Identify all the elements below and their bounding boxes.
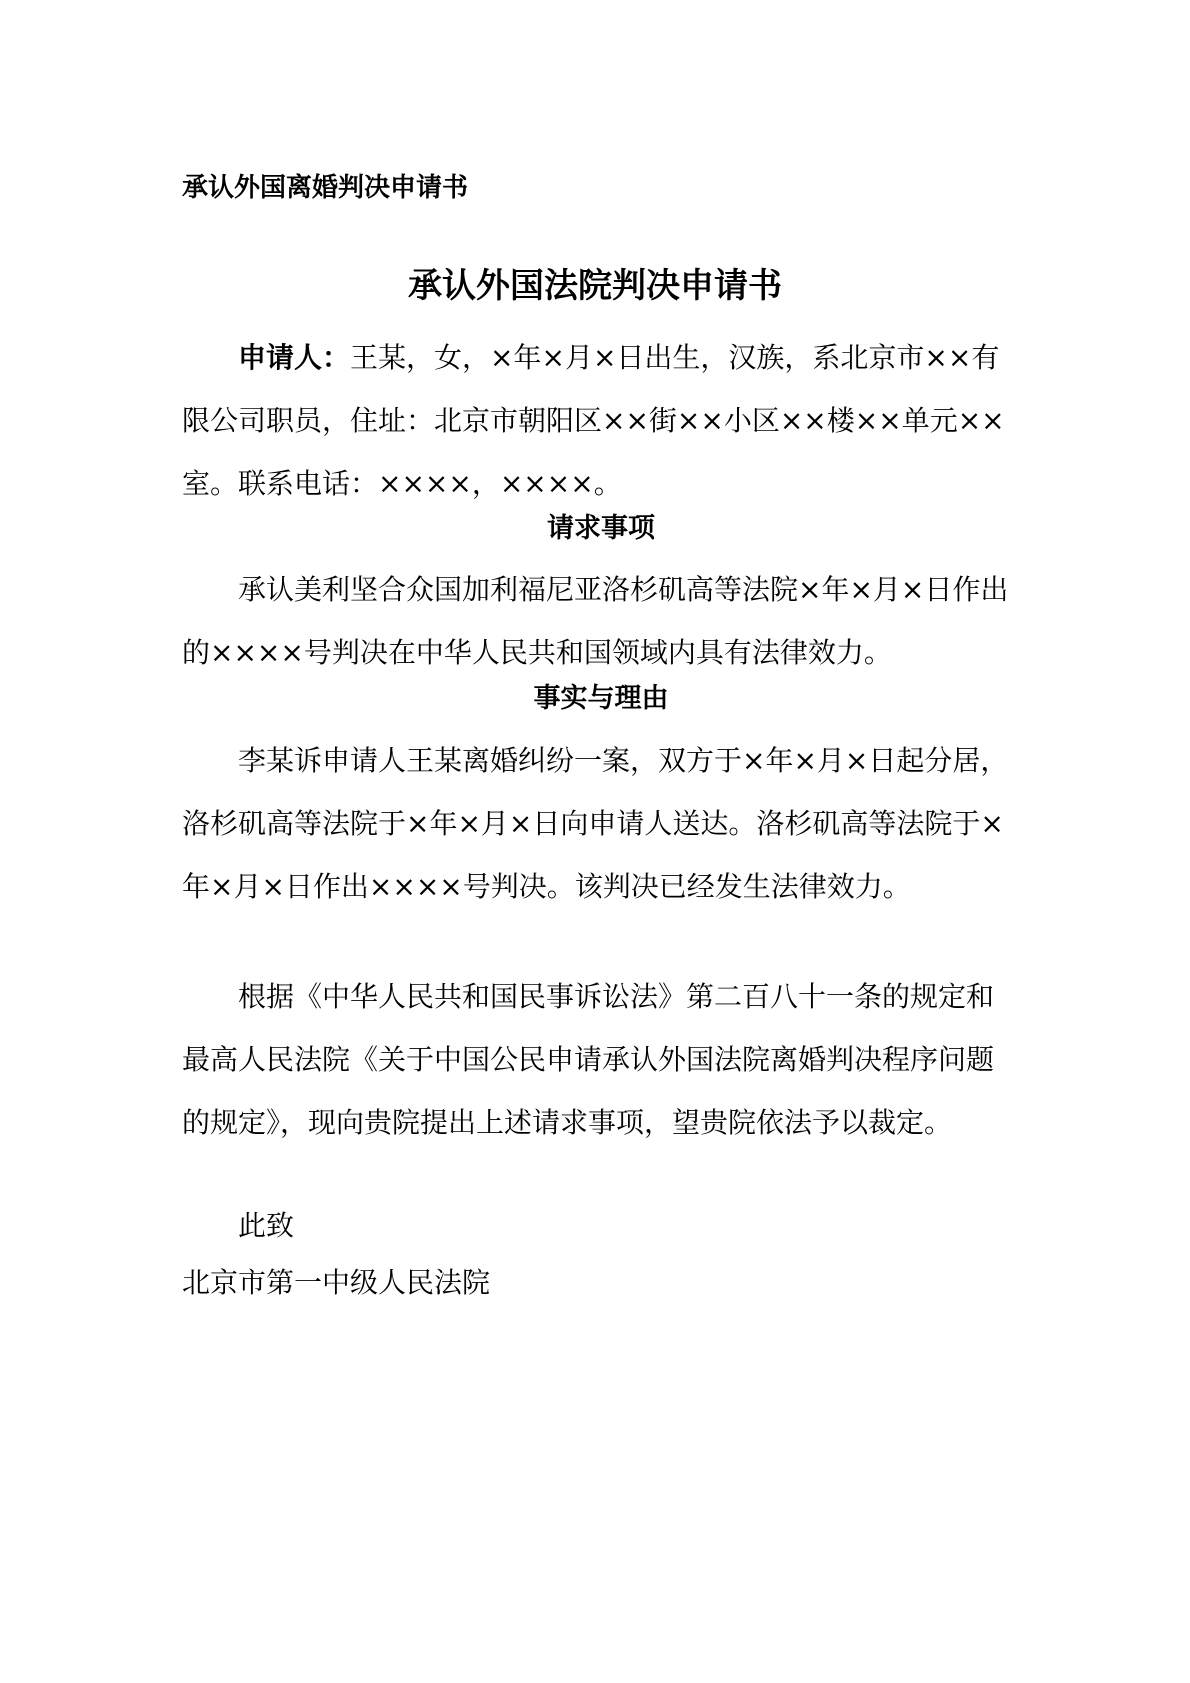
facts-paragraph-1: 李某诉申请人王某离婚纠纷一案，双方于×年×月×日起分居，洛杉矶高等法院于×年×月×日向申请人送达。洛杉矶高等法院于×年×月×日作出××××号判决。该判决已经发生法律效力。 (182, 744, 1009, 903)
applicant-label: 申请人： (238, 341, 351, 374)
applicant-text: 王某，女，×年×月×日出生，汉族，系北京市××有限公司职员，住址：北京市朝阳区××街××小区××楼××单元××室。联系电话：××××，××××。 (182, 341, 1005, 500)
applicant-paragraph (182, 326, 1018, 515)
closing-recipient: 北京市第一中级人民法院 (182, 1266, 491, 1299)
facts-paragraph-2: 根据《中华人民共和国民事诉讼法》第二百八十一条的规定和最高人民法院《关于中国公民申请承认外国法院离婚判决程序问题的规定》，现向贵院提出上述请求事项，望贵院依法予以裁定。 (182, 980, 995, 1139)
document-header-label: 承认外国离婚判决申请书 (182, 173, 469, 203)
closing-salutation: 此致 (238, 1209, 295, 1242)
facts-section-heading: 事实与理由 (533, 683, 669, 714)
request-section-heading: 请求事项 (547, 513, 655, 544)
request-paragraph: 承认美利坚合众国加利福尼亚洛杉矶高等法院×年×月×日作出的××××号判决在中华人民共和国领域内具有法律效力。 (182, 573, 1009, 669)
document-title: 承认外国法院判决申请书 (408, 266, 782, 306)
